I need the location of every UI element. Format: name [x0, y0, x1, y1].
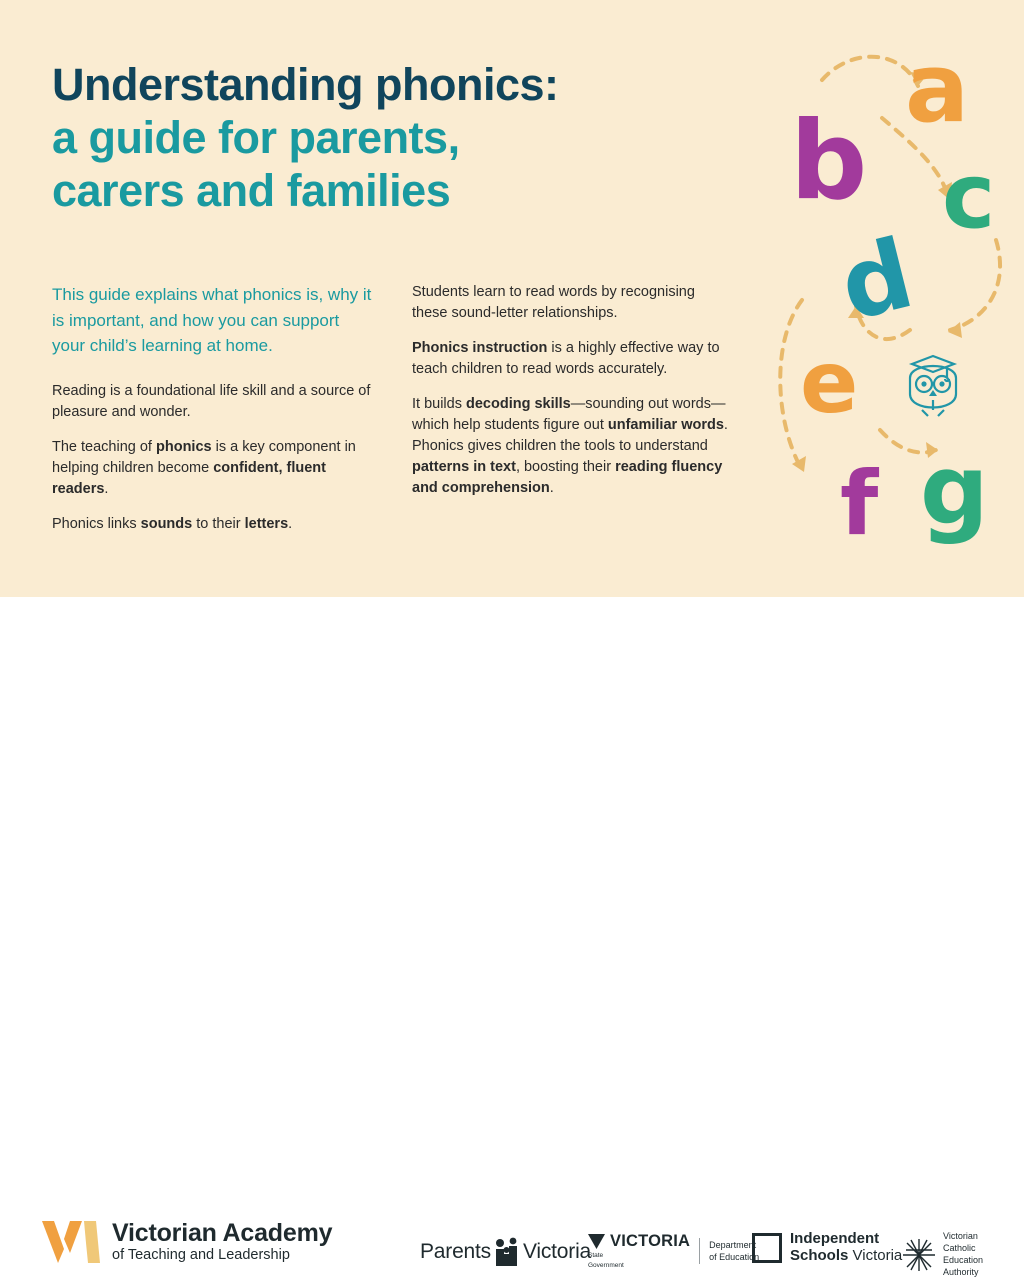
- letter-e: e: [800, 333, 859, 433]
- victoria-triangle-icon: [588, 1234, 605, 1249]
- vcea-line1: Victorian: [943, 1231, 978, 1241]
- page-title: [52, 58, 772, 217]
- isv-line1: Independent: [790, 1230, 880, 1247]
- academy-name-line1: Victorian Academy: [112, 1218, 333, 1247]
- logo-parents-victoria: [420, 1237, 591, 1267]
- academy-mark-icon: [40, 1219, 102, 1265]
- title-line-2: a guide for parents,: [52, 112, 460, 164]
- lead-paragraph: This guide explains what phonics is, why it is important, and how you can support your child’s learning at home.: [52, 285, 372, 355]
- letter-f: f: [840, 452, 879, 555]
- victoria-state-name: VICTORIA: [610, 1232, 691, 1250]
- title-line-1: Understanding phonics:: [52, 59, 559, 110]
- vcea-line3: Education: [943, 1254, 984, 1265]
- vcea-cross-burst-icon: [902, 1238, 936, 1272]
- decorative-alphabet: [760, 0, 1024, 597]
- parents-victoria-word2: Victoria: [522, 1240, 592, 1263]
- victoria-state-sub-line1: State: [588, 1251, 604, 1259]
- logo-independent-schools-victoria: [752, 1231, 902, 1264]
- body-paragraph: Phonics links sounds to their letters.: [52, 515, 293, 532]
- owl-graduate-icon: [900, 348, 966, 422]
- letter-a: a: [905, 34, 970, 144]
- body-paragraph: The teaching of phonics is a key component in helping children become confident, fluent readers.: [52, 438, 356, 497]
- logo-department-of-education: [588, 1233, 759, 1270]
- body-paragraph: Reading is a foundational life skill and a source of pleasure and wonder.: [52, 382, 371, 420]
- letter-c: c: [942, 144, 996, 249]
- body-paragraph: Phonics instruction is a highly effective way to teach children to read words accurately.: [412, 340, 720, 378]
- victoria-state-sub-line2: Government: [588, 1261, 624, 1269]
- parents-figures-icon: [494, 1237, 520, 1267]
- body-paragraph: It builds decoding skills—sounding out words—which help students figure out unfamiliar words. Phonics gives children the tools to understand patterns in text, boosting their reading fluency and comprehension.: [412, 396, 728, 497]
- letter-d: d: [829, 217, 924, 343]
- left-column: [52, 282, 374, 535]
- logo-victorian-academy: [40, 1219, 332, 1265]
- isv-line2-bold: Schools: [790, 1246, 849, 1264]
- logo-victorian-catholic-education-authority: [902, 1231, 983, 1279]
- footer-logos: [0, 597, 1024, 1277]
- isv-square-icon: [752, 1233, 782, 1263]
- body-paragraph: Students learn to read words by recognising these sound-letter relationships.: [412, 284, 695, 322]
- title-line-3: carers and families: [52, 165, 451, 217]
- vcea-line2: Catholic: [943, 1242, 976, 1253]
- parents-victoria-word1: Parents: [420, 1240, 491, 1263]
- right-column: [412, 282, 734, 499]
- right-column-body: [412, 282, 734, 499]
- letter-b: b: [790, 99, 868, 224]
- letter-g: g: [920, 434, 989, 546]
- hero-section: [0, 0, 1024, 597]
- left-column-body: [52, 381, 374, 535]
- logo-divider: [699, 1238, 700, 1264]
- vcea-line4: Authority: [943, 1266, 979, 1277]
- department-line1: Department: [709, 1240, 757, 1251]
- academy-name-line2: of Teaching and Leadership: [112, 1246, 290, 1263]
- isv-line2-rest: Victoria: [852, 1246, 903, 1264]
- department-line2: of Education: [709, 1252, 760, 1263]
